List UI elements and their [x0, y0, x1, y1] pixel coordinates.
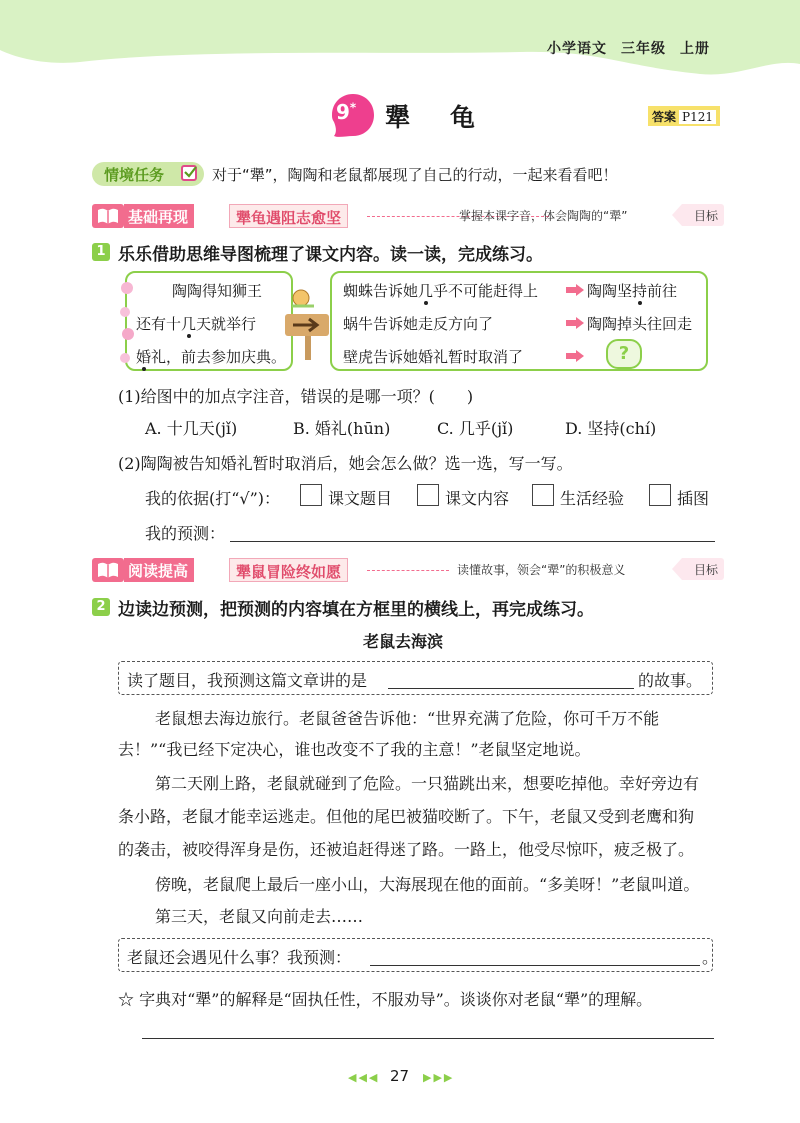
prediction-1-answer-line[interactable] [388, 688, 634, 689]
option-c[interactable]: C. 几乎(jǐ) [437, 419, 514, 438]
question-text: 乐乐借助思维导图梳理了课文内容。读一读，完成练习。 [118, 245, 543, 265]
story-line: 第三天，老鼠又向前走去…… [155, 907, 364, 926]
mindmap-start-line: 婚礼，前去参加庆典。 [136, 348, 287, 366]
story-line: 去！”“我已经下定决心，谁也改变不了我的主意！”老鼠坚定地说。 [118, 740, 591, 759]
section-divider [367, 570, 449, 571]
mindmap-event: 蜘蛛告诉她几乎不可能赶得上 [343, 282, 539, 300]
question-text: 边读边预测，把预测的内容填在方框里的横线上，再完成练习。 [118, 600, 594, 620]
basis-checkbox[interactable] [300, 484, 322, 506]
dictionary-question: ☆ 字典对“犟”的解释是“固执任性，不服劝导”。谈谈你对老鼠“犟”的理解。 [118, 990, 653, 1009]
basis-option: 插图 [677, 489, 710, 508]
mindmap-result: 陶陶坚持前往 [587, 282, 678, 300]
task-text: 对于“犟”，陶陶和老鼠都展现了自己的行动，一起来看看吧！ [212, 166, 618, 184]
question-number: 1 [92, 243, 110, 261]
basis-checkbox[interactable] [532, 484, 554, 506]
subquestion-1: (1)给图中的加点字注音，错误的是哪一项？( ) [118, 387, 474, 406]
arrow-right-icon [566, 284, 584, 296]
header-subject: 小学语文 [547, 41, 607, 57]
lesson-number: 9* [336, 100, 357, 124]
prediction-1-suffix: 的故事。 [638, 671, 703, 690]
task-tag: 情境任务 [92, 162, 204, 186]
subquestion-2: (2)陶陶被告知婚礼暂时取消后，她会怎么做？选一选，写一写。 [118, 454, 573, 473]
basis-label: 我的依据(打“√”)： [145, 489, 281, 508]
basis-option: 课文内容 [445, 489, 510, 508]
option-a[interactable]: A. 十几天(jǐ) [145, 419, 238, 438]
story-line: 老鼠想去海边旅行。老鼠爸爸告诉他：“世界充满了危险，你可千万不能 [155, 709, 660, 728]
book-icon [92, 204, 124, 228]
mindmap-start-line: 陶陶得知狮王 [172, 282, 263, 300]
section-subtitle: 犟龟遇阻志愈坚 [229, 204, 348, 228]
story-line: 的袭击，被咬得浑身是伤，还被追赶得迷了路。一路上，他受尽惊吓，疲乏极了。 [118, 840, 695, 859]
header-grade: 三年级 [621, 41, 666, 57]
snail-icon [290, 288, 316, 308]
header-volume: 上册 [680, 41, 710, 57]
mindmap-start-line: 还有十几天就举行 [136, 315, 257, 333]
prediction-2-answer-line[interactable] [370, 965, 700, 966]
page-number: 27 [390, 1067, 410, 1085]
section-basic-bar [92, 204, 717, 228]
prediction-2-suffix: 。 [702, 948, 719, 967]
mindmap-event: 壁虎告诉她婚礼暂时取消了 [343, 348, 524, 366]
book-icon [92, 558, 124, 582]
header-subject-info [533, 38, 710, 58]
section-name: 阅读提高 [124, 558, 194, 582]
question-number: 2 [92, 598, 110, 616]
signpost-arrow-icon [283, 308, 333, 360]
mindmap-unknown-result: ? [606, 339, 642, 369]
goal-tag: 目标 [682, 558, 724, 580]
section-goal: 读懂故事，领会“犟”的积极意义 [457, 563, 626, 577]
answer-reference: 答案 P121 [648, 106, 720, 126]
answer-line[interactable] [142, 1038, 714, 1039]
basis-option: 生活经验 [560, 489, 625, 508]
footer-left-arrows-icon: ◀◀◀ [348, 1071, 380, 1084]
lesson-title: 犟龟 [385, 103, 516, 132]
option-d[interactable]: D. 坚持(chí) [565, 419, 657, 438]
prediction-answer-line[interactable] [230, 541, 715, 542]
basis-checkbox[interactable] [417, 484, 439, 506]
footer-right-arrows-icon: ▶▶▶ [423, 1071, 455, 1084]
prediction-label: 我的预测： [145, 524, 226, 543]
check-icon [181, 165, 197, 181]
section-reading-bar [92, 558, 717, 582]
story-line: 条小路，老鼠才能幸运逃走。但他的尾巴被猫咬断了。下午，老鼠又受到老鹰和狗 [118, 807, 695, 826]
story-line: 第二天刚上路，老鼠就碰到了危险。一只猫跳出来，想要吃掉他。幸好旁边有 [155, 774, 700, 793]
section-subtitle: 犟鼠冒险终如愿 [229, 558, 348, 582]
section-goal: 掌握本课字音，体会陶陶的“犟” [459, 209, 628, 223]
prediction-1-prefix: 读了题目，我预测这篇文章讲的是 [127, 671, 368, 690]
arrow-right-icon [566, 350, 584, 362]
story-line: 傍晚，老鼠爬上最后一座小山，大海展现在他的面前。“多美呀！”老鼠叫道。 [155, 875, 700, 894]
story-title: 老鼠去海滨 [363, 632, 444, 651]
arrow-right-icon [566, 317, 584, 329]
basis-checkbox[interactable] [649, 484, 671, 506]
mindmap-result: 陶陶掉头往回走 [587, 315, 693, 333]
goal-tag: 目标 [682, 204, 724, 226]
option-b[interactable]: B. 婚礼(hūn) [293, 419, 391, 438]
basis-option: 课文题目 [328, 489, 393, 508]
mindmap-event: 蜗牛告诉她走反方向了 [343, 315, 494, 333]
section-name: 基础再现 [124, 204, 194, 228]
prediction-2-prefix: 老鼠还会遇见什么事？我预测： [127, 948, 352, 967]
